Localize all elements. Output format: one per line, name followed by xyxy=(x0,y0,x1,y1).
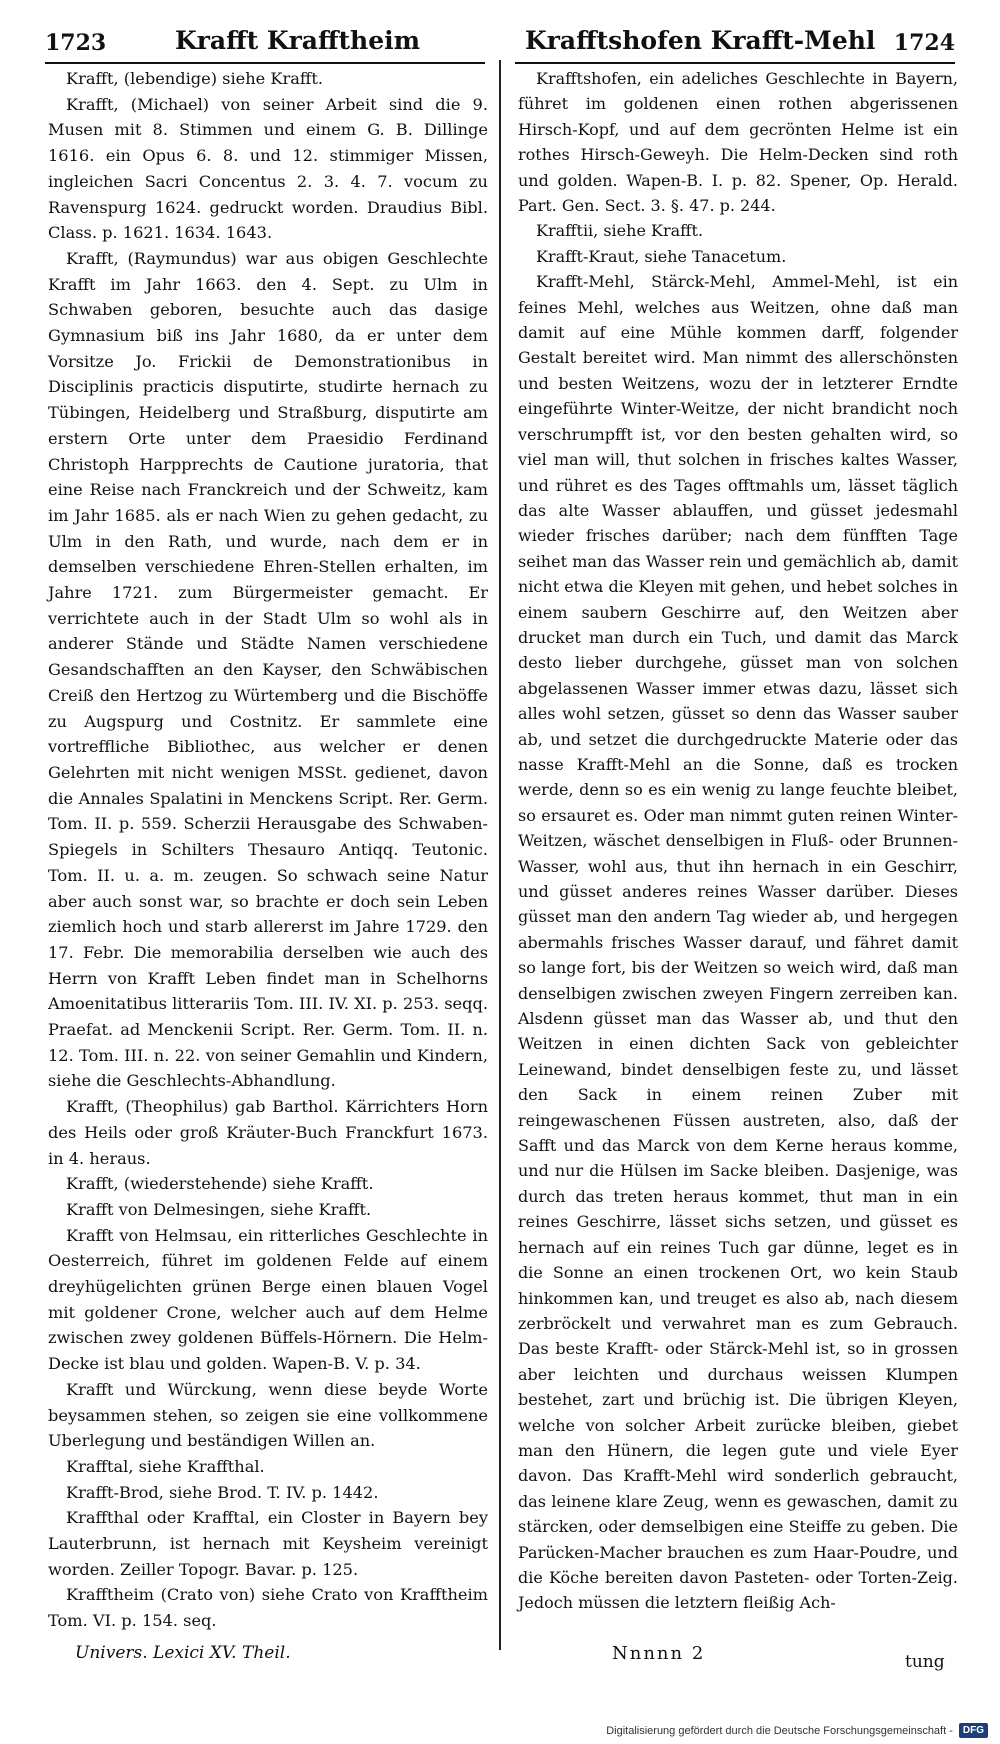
right-column-number: 1724 xyxy=(893,30,955,56)
entry-krafft-wiederstehende: Krafft, (wiederstehende) siehe Krafft. xyxy=(66,1174,374,1194)
right-column xyxy=(518,66,958,1616)
left-running-title: Krafft Krafftheim xyxy=(175,26,421,55)
volume-footer: Univers. Lexici XV. Theil. xyxy=(75,1643,291,1663)
entry-krafft-und-wuerckung: Krafft und Würckung, wenn diese beyde Worte beysammen stehen, so zeigen sie eine vollkommene Uberlegung und beständigen Willen an. xyxy=(48,1379,488,1451)
entry-krafftii: Krafftii, siehe Krafft. xyxy=(536,221,704,241)
catchword: tung xyxy=(905,1652,945,1672)
entry-krafftshofen: Krafftshofen, ein adeliches Geschlechte in Bayern, führet im goldenen einen rothen abgerissenen Hirsch-Kopf, und auf dem gecrönten Helme ist ein rothes Hirsch-Geweyh. Die Helm-Decken sind roth und golden. Wapen-B. I. p. 82. Spener, Op. Herald. Part. Gen. Sect. 3. §. 47. p. 244. xyxy=(518,69,958,216)
digitization-note: Digitalisierung gefördert durch die Deutsche Forschungsgemeinschaft - xyxy=(606,1724,953,1737)
entry-krafft-michael: Krafft, (Michael) von seiner Arbeit sind die 9. Musen mit 8. Stimmen und einem G. B. Dillinge 1616. ein Opus 6. 8. und 12. stimmiger Missen, ingleichen Sacri Concentus 2. 3. 4. 7. vocum zu Ravenspurg 1624. gedruckt worden. Draudius Bibl. Class. p. 1621. 1634. 1643. xyxy=(48,94,488,243)
header-right xyxy=(515,24,955,64)
digitization-credit xyxy=(606,1723,988,1738)
right-running-title: Krafftshofen Krafft-Mehl xyxy=(525,26,876,55)
header-rule-right xyxy=(515,62,955,64)
entry-krafft-raymundus: Krafft, (Raymundus) war aus obigen Geschlechte Krafft im Jahr 1663. den 4. Sept. zu Ulm in Schwaben geboren, besuchte auch das dasige Gymnasium biß ins Jahr 1680, da er unter dem Vorsitze Jo. Frickii de Demonstrationibus in Disciplinis practicis disputirte, studirte hernach zu Tübingen, Heidelberg und Straßburg, disputirte am erstern Orte unter dem Praesidio Ferdinand Christoph Harpprechts de Cautione juratoria, that eine Reise nach Franckreich und der Schweitz, kam im Jahr 1685. als er nach Wien zu gehen gedacht, zu Ulm in den Rath, und wurde, nach dem er in demselben verschiedene Ehren-Stellen erhalten, im Jahre 1721. zum Bürgermeister gemacht. Er verrichtete auch in der Stadt Ulm so wohl als in anderer Stände und Städte Namen verschiedene Gesandschafften an den Kayser, den Schwäbischen Creiß den Hertzog zu Würtemberg und die Bischöffe zu Augspurg und Costnitz. Er sammlete eine vortreffliche Bibliothec, aus welcher er denen Gelehrten mit nicht wenigen MSSt. gedienet, davon die Annales Spalatini in Menckens Script. Rer. Germ. Tom. II. p. 559. Scherzii Herausgabe des Schwaben-Spiegels in Schilters Thesauro Antiqq. Teutonic. Tom. II. u. a. m. zeugen. So schwach seine Natur aber auch sonst war, so brachte er doch sein Leben ziemlich hoch und starb allererst im Jahre 1729. den 17. Febr. Die memorabilia derselben wie auch des Herrn von Krafft Leben findet man in Schelhorns Amoenitatibus litterariis Tom. III. IV. XI. p. 253. seqq. Praefat. ad Menckenii Script. Rer. Germ. Tom. II. n. 12. Tom. III. n. 22. von seiner Gemahlin und Kindern, siehe die Geschlechts-Abhandlung. xyxy=(48,248,488,1091)
header-left xyxy=(45,24,485,64)
entry-krafftheim: Krafftheim (Crato von) siehe Crato von Krafftheim Tom. VI. p. 154. seq. xyxy=(48,1585,488,1631)
entry-krafft-theophilus: Krafft, (Theophilus) gab Barthol. Kärrichters Horn des Heils oder groß Kräuter-Buch Franckfurt 1673. in 4. heraus. xyxy=(48,1097,488,1168)
entry-krafft-lebendige: Krafft, (lebendige) siehe Krafft. xyxy=(66,69,324,88)
left-column xyxy=(48,66,488,1634)
entry-krafft-brod: Krafft-Brod, siehe Brod. T. IV. p. 1442. xyxy=(66,1482,379,1502)
entry-kraffthal: Kraffthal oder Krafftal, ein Closter in Bayern bey Lauterbrunn, ist hernach mit Keysheim vereinigt worden. Zeiller Topogr. Bavar. p. 125. xyxy=(48,1508,488,1579)
signature-mark: Nnnnn 2 xyxy=(612,1643,706,1664)
dfg-logo-icon: DFG xyxy=(959,1723,988,1738)
entry-krafftal: Krafftal, siehe Kraffthal. xyxy=(66,1456,265,1476)
entry-krafft-von-delmesingen: Krafft von Delmesingen, siehe Krafft. xyxy=(66,1199,372,1219)
column-divider xyxy=(499,60,501,1650)
left-column-number: 1723 xyxy=(45,30,107,56)
entry-krafft-von-helmsau: Krafft von Helmsau, ein ritterliches Geschlechte in Oesterreich, führet im goldenen Felde auf einem dreyhügelichten grünen Berge einen blauen Vogel mit goldener Crone, welcher auch auf dem Helme zwischen zwey goldenen Büffels-Hörnern. Die Helm-Decke ist blau und golden. Wapen-B. V. p. 34. xyxy=(48,1225,488,1374)
entry-krafft-kraut: Krafft-Kraut, siehe Tanacetum. xyxy=(536,246,787,266)
entry-krafft-mehl: Krafft-Mehl, Stärck-Mehl, Ammel-Mehl, ist ein feines Mehl, welches aus Weitzen, ohne daß man damit auf eine Mühle kommen darff, folgender Gestalt bereitet wird. Man nimmt des allerschönsten und besten Weitzens, wozu der in letzterer Erndte eingeführte Winter-Weitze, der nicht brandicht noch verschrumpfft ist, vor den besten gehalten wird, so viel man will, thut solchen in frisches kaltes Wasser, und rühret es des Tages offtmahls um, lässet täglich das alte Wasser ablauffen, und güsset jedesmahl wieder frisches darüber; nach dem fünfften Tage seihet man das Wasser rein und gemächlich ab, damit nicht etwa die Kleyen mit gehen, und hebet solches in einem saubern Geschirre auf, den Weitzen aber drucket man durch ein Tuch, und damit das Marck desto lieber durchgehe, güsset man von solchen abgelassenen Wasser immer etwas dazu, lässet sich alles wohl setzen, güsset so denn das Wasser sauber ab, und setzet die durchgedruckte Materie oder das nasse Krafft-Mehl an die Sonne, daß es trocken werde, denn so es ein wenig zu lange feuchte bleibet, so ersauret es. Oder man nimmt guten reinen Winter-Weitzen, wäschet denselbigen in Fluß- oder Brunnen-Wasser, wohl aus, thut ihn hernach in ein Geschirr, und güsset anderes reines Wasser darüber. Dieses güsset man den andern Tag wieder ab, und hergegen abermahls frisches Wasser darauf, und fähret damit so lange fort, bis der Weitzen so weich wird, daß man denselbigen zwischen zweyen Fingern zerreiben kan. Alsdenn güsset man das Wasser ab, und thut den Weitzen in einen dichten Sack von gebleichter Leinewand, bindet denselbigen feste zu, und lässet den Sack in einem reinen Zuber mit reingewaschenen Füssen austreten, also, daß der Safft und das Marck von dem Kerne heraus komme, und nur die Hülsen im Sacke bleiben. Dasjenige, was durch das treten heraus kommet, thut man in ein reines Geschirre, lässet sichs setzen, und güsset es hernach auf ein reines Tuch gar dünne, leget es in die Sonne an einen trockenen Ort, wo kein Staub hinkommen kan, und treuget es also ab, nach diesem zerbröckelt und verwahret man es zum Gebrauch. Das beste Krafft- oder Stärck-Mehl ist, so in grossen aber leichten und durchaus weissen Klumpen bestehet, zart und brüchig ist. Die übrigen Kleyen, welche von solcher Arbeit zurücke bleiben, giebet man den Hünern, die legen gute und viele Eyer davon. Das Krafft-Mehl wird sonderlich gebraucht, das leinene klare Zeug, wenn es gewaschen, damit zu stärcken, oder demselbigen eine Steiffe zu geben. Die Parücken-Macher brauchen es zum Haar-Poudre, und die Köche bereiten davon Pasteten- oder Torten-Zeig. Jedoch müssen die letztern fleißig Ach- xyxy=(518,272,958,1613)
header-rule-left xyxy=(45,62,485,64)
